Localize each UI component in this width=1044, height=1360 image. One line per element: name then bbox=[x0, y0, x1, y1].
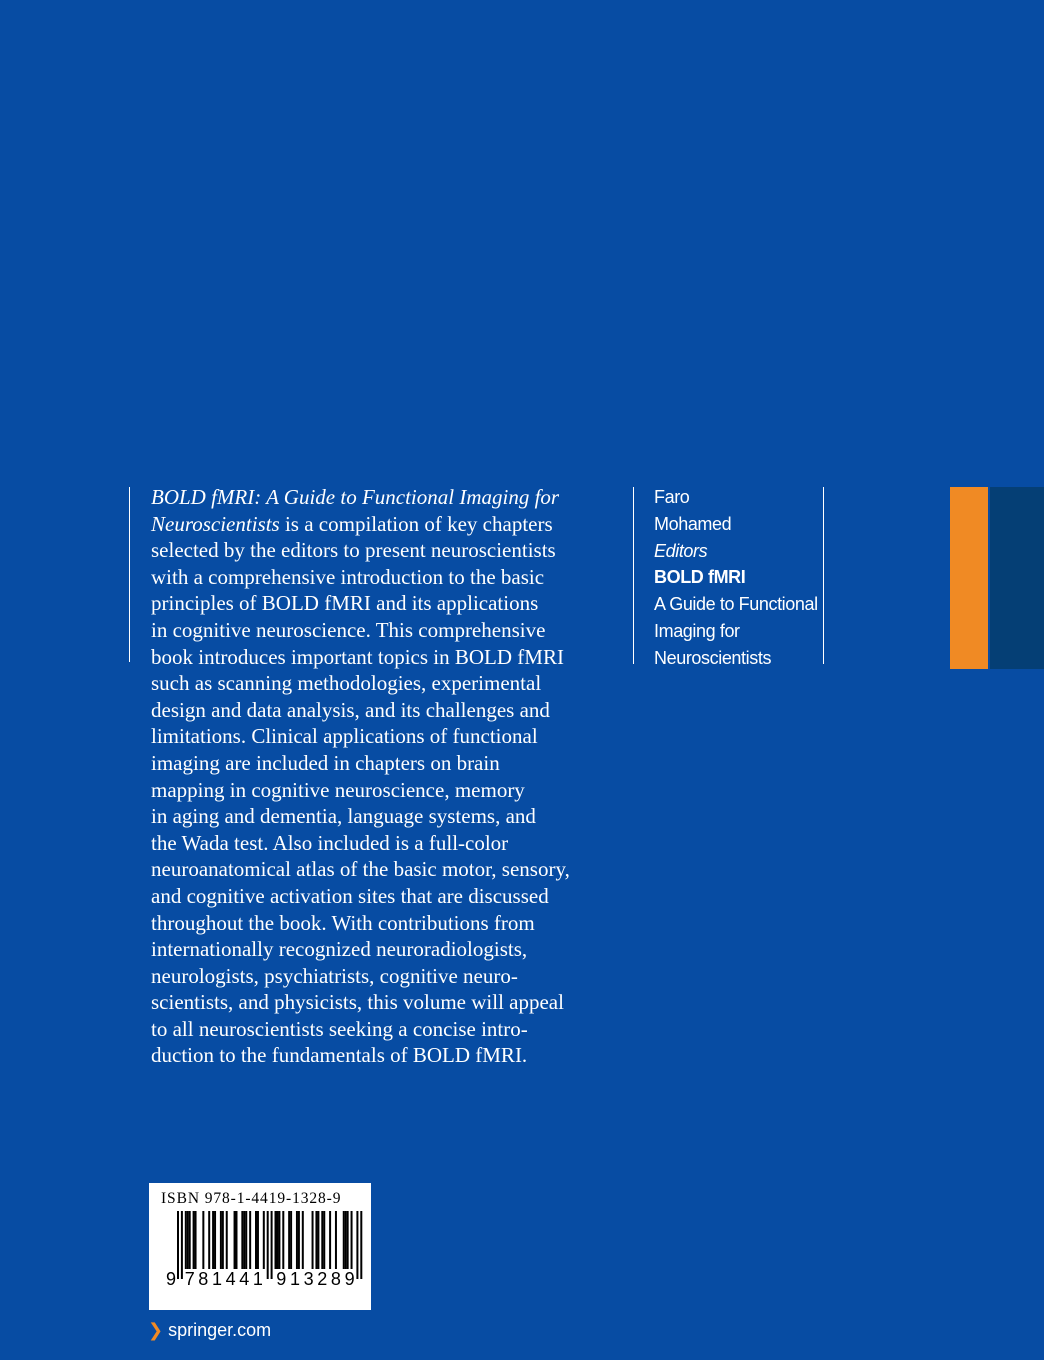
barcode-bar bbox=[243, 1211, 245, 1269]
barcode-bar bbox=[185, 1211, 187, 1269]
barcode-bar bbox=[276, 1211, 278, 1269]
barcode-digit: 1 bbox=[289, 1269, 301, 1289]
barcode-bar bbox=[278, 1211, 280, 1269]
barcode-bar bbox=[236, 1211, 238, 1269]
barcode-bar bbox=[263, 1211, 265, 1269]
description-line: in aging and dementia, language systems, and bbox=[151, 804, 536, 829]
barcode-digit: 9 bbox=[166, 1269, 177, 1289]
barcode-bar bbox=[329, 1211, 331, 1269]
title-block bbox=[654, 484, 822, 672]
description-line: to all neuroscientists seeking a concise intro- bbox=[151, 1016, 528, 1041]
barcode-bar bbox=[193, 1211, 195, 1269]
publisher-footer[interactable] bbox=[148, 1320, 271, 1341]
barcode-bar bbox=[317, 1211, 319, 1269]
barcode-bar bbox=[220, 1211, 222, 1269]
book-subtitle: Imaging for bbox=[654, 620, 740, 641]
description-line: neuroanatomical atlas of the basic motor, sensory, bbox=[151, 857, 570, 882]
barcode-bar bbox=[212, 1211, 214, 1269]
barcode-bar bbox=[312, 1211, 314, 1269]
barcode-bar bbox=[189, 1211, 191, 1269]
barcode-bar bbox=[323, 1211, 325, 1269]
barcode-bar bbox=[187, 1211, 189, 1269]
isbn-label: ISBN 978-1-4419-1328-9 bbox=[161, 1190, 342, 1207]
barcode-bar bbox=[226, 1211, 228, 1269]
orange-accent-bar bbox=[950, 487, 988, 669]
editors-label: Editors bbox=[654, 540, 708, 561]
description-line: with a comprehensive introduction to the basic bbox=[151, 564, 545, 589]
barcode-digit: 7 bbox=[184, 1269, 195, 1289]
barcode-bar bbox=[195, 1211, 197, 1269]
barcode-digit: 1 bbox=[252, 1269, 263, 1289]
barcode-bar bbox=[356, 1211, 358, 1279]
middle-rule bbox=[633, 487, 634, 664]
description-line: throughout the book. With contributions from bbox=[151, 910, 535, 935]
barcode-bar bbox=[181, 1211, 183, 1279]
barcode-digit: 9 bbox=[344, 1269, 355, 1289]
barcode-bar bbox=[208, 1211, 210, 1269]
description-line bbox=[151, 484, 629, 511]
description-line: scientists, and physicists, this volume will appeal bbox=[151, 990, 564, 1015]
barcode-bar bbox=[335, 1211, 337, 1269]
barcode-box bbox=[149, 1183, 371, 1310]
description-line: selected by the editors to present neuroscientists bbox=[151, 538, 556, 563]
barcode-bar bbox=[271, 1211, 273, 1279]
barcode-digit: 4 bbox=[239, 1269, 250, 1289]
barcode-bar bbox=[222, 1211, 224, 1269]
barcode-bar bbox=[360, 1211, 362, 1279]
description-line: principles of BOLD fMRI and its applications bbox=[151, 591, 539, 616]
barcode-bar bbox=[241, 1211, 243, 1269]
description-line: mapping in cognitive neuroscience, memory bbox=[151, 777, 525, 802]
book-title-italic: BOLD fMRI: A Guide to Functional Imaging for bbox=[151, 485, 560, 509]
barcode-bar bbox=[315, 1211, 317, 1269]
navy-accent-bar bbox=[990, 487, 1044, 669]
barcode-bar bbox=[282, 1211, 284, 1269]
barcode bbox=[149, 1183, 371, 1310]
barcode-bar bbox=[288, 1211, 290, 1269]
barcode-bar bbox=[257, 1211, 259, 1269]
description-text: is a compilation of key chapters bbox=[279, 511, 553, 536]
left-rule bbox=[129, 487, 130, 662]
barcode-bar bbox=[234, 1211, 236, 1269]
editor-name: Mohamed bbox=[654, 513, 732, 534]
book-description bbox=[151, 484, 629, 1069]
barcode-bar bbox=[249, 1211, 251, 1269]
barcode-bar bbox=[296, 1211, 298, 1269]
barcode-bar bbox=[177, 1211, 179, 1279]
description-line: imaging are included in chapters on brain bbox=[151, 750, 500, 775]
barcode-digit: 3 bbox=[303, 1269, 314, 1289]
book-title: BOLD fMRI bbox=[654, 567, 746, 588]
description-line: the Wada test. Also included is a full-color bbox=[151, 830, 509, 855]
barcode-bar bbox=[245, 1211, 247, 1269]
description-line: such as scanning methodologies, experimental bbox=[151, 671, 542, 696]
barcode-digit: 8 bbox=[198, 1269, 209, 1289]
description-line: duction to the fundamentals of BOLD fMRI. bbox=[151, 1043, 528, 1068]
barcode-bar bbox=[345, 1211, 347, 1269]
barcode-bar bbox=[267, 1211, 269, 1279]
barcode-digit: 2 bbox=[317, 1269, 328, 1289]
description-line: in cognitive neuroscience. This comprehensive bbox=[151, 617, 546, 642]
barcode-bar bbox=[290, 1211, 292, 1269]
barcode-bar bbox=[214, 1211, 216, 1269]
description-line: limitations. Clinical applications of functional bbox=[151, 724, 538, 749]
book-subtitle: A Guide to Functional bbox=[654, 594, 818, 615]
barcode-bar bbox=[347, 1211, 349, 1269]
barcode-bar bbox=[351, 1211, 353, 1269]
book-title-italic: Neuroscientists bbox=[151, 511, 280, 536]
barcode-bar bbox=[255, 1211, 257, 1269]
barcode-bar bbox=[298, 1211, 300, 1269]
barcode-bar bbox=[321, 1211, 323, 1269]
editor-name: Faro bbox=[654, 487, 690, 507]
description-line: design and data analysis, and its challenges and bbox=[151, 697, 550, 722]
barcode-bar bbox=[302, 1211, 304, 1269]
barcode-digit: 4 bbox=[225, 1269, 236, 1289]
barcode-digit: 1 bbox=[211, 1269, 223, 1289]
description-line: and cognitive activation sites that are discussed bbox=[151, 883, 549, 908]
book-subtitle: Neuroscientists bbox=[654, 647, 772, 668]
publisher-url[interactable]: springer.com bbox=[168, 1320, 272, 1340]
right-rule bbox=[823, 487, 824, 664]
barcode-bar bbox=[275, 1211, 277, 1269]
description-line: book introduces important topics in BOLD fMRI bbox=[151, 644, 564, 669]
barcode-bar bbox=[343, 1211, 345, 1269]
description-line: neurologists, psychiatrists, cognitive neuro- bbox=[151, 963, 518, 988]
barcode-digit: 8 bbox=[330, 1269, 341, 1289]
description-line bbox=[151, 511, 629, 538]
barcode-digit: 9 bbox=[276, 1269, 287, 1289]
barcode-bar bbox=[202, 1211, 204, 1269]
description-line: internationally recognized neuroradiologists, bbox=[151, 937, 528, 962]
chevron-right-icon: ❯ bbox=[148, 1320, 164, 1340]
